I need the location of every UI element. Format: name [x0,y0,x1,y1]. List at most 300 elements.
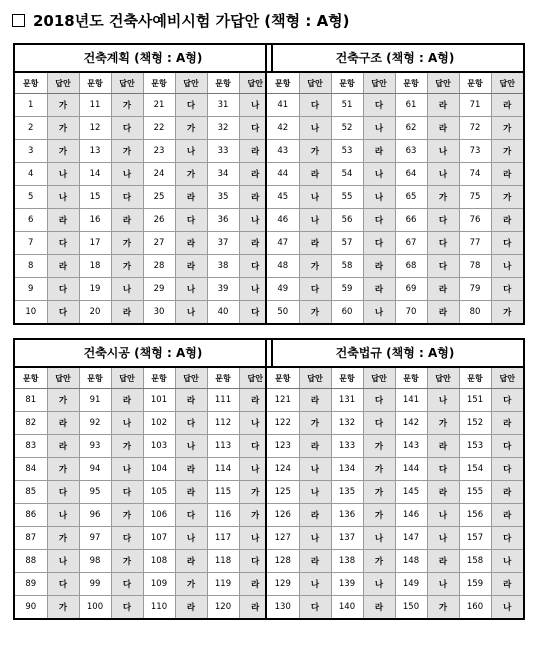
answer-cell: 라 [239,140,271,163]
question-number-cell: 47 [267,232,299,255]
table-row [15,301,271,324]
answer-cell: 다 [363,94,395,117]
page-title [12,10,350,31]
answer-header: 답안 [427,368,459,389]
answer-cell: 가 [427,596,459,619]
answer-cell: 다 [427,458,459,481]
answer-header: 답안 [363,73,395,94]
answer-cell: 나 [427,389,459,412]
question-number-cell: 118 [207,550,239,573]
answer-cell: 나 [47,186,79,209]
question-number-cell: 122 [267,412,299,435]
question-number-cell: 121 [267,389,299,412]
answer-cell: 라 [175,596,207,619]
question-number-cell: 38 [207,255,239,278]
answer-cell: 가 [111,504,143,527]
answer-cell: 라 [427,278,459,301]
answer-cell: 가 [111,232,143,255]
answer-cell: 가 [363,458,395,481]
question-number-cell: 48 [267,255,299,278]
answer-header: 답안 [491,73,523,94]
question-header: 문항 [143,73,175,94]
answer-cell: 나 [239,412,271,435]
question-number-cell: 40 [207,301,239,324]
table-row [267,435,523,458]
answer-cell: 나 [47,550,79,573]
question-number-cell: 62 [395,117,427,140]
table-row [15,504,271,527]
question-number-cell: 160 [459,596,491,619]
answer-cell: 나 [299,481,331,504]
question-number-cell: 66 [395,209,427,232]
answer-cell: 나 [363,527,395,550]
question-number-cell: 143 [395,435,427,458]
answer-cell: 라 [111,209,143,232]
question-number-cell: 152 [459,412,491,435]
answer-cell: 다 [239,117,271,140]
question-number-cell: 86 [15,504,47,527]
question-number-cell: 14 [79,163,111,186]
answer-header: 답안 [175,73,207,94]
question-number-cell: 20 [79,301,111,324]
question-number-cell: 28 [143,255,175,278]
question-header: 문항 [331,73,363,94]
question-number-cell: 103 [143,435,175,458]
question-number-cell: 117 [207,527,239,550]
question-number-cell: 41 [267,94,299,117]
answer-cell: 가 [47,389,79,412]
question-number-cell: 29 [143,278,175,301]
answer-cell: 가 [363,481,395,504]
answer-cell: 라 [363,278,395,301]
answer-header: 답안 [111,368,143,389]
question-number-cell: 95 [79,481,111,504]
table-row [267,389,523,412]
question-number-cell: 58 [331,255,363,278]
question-number-cell: 150 [395,596,427,619]
question-number-cell: 97 [79,527,111,550]
table-row [267,550,523,573]
table-row [15,209,271,232]
answer-cell: 다 [427,232,459,255]
question-number-cell: 49 [267,278,299,301]
table-row [267,301,523,324]
question-number-cell: 2 [15,117,47,140]
question-number-cell: 114 [207,458,239,481]
question-number-cell: 94 [79,458,111,481]
table-row [15,550,271,573]
question-number-cell: 156 [459,504,491,527]
question-number-cell: 155 [459,481,491,504]
answer-cell: 다 [363,389,395,412]
answer-cell: 가 [363,504,395,527]
question-number-cell: 120 [207,596,239,619]
table-row [267,186,523,209]
answer-cell: 다 [491,527,523,550]
answer-cell: 나 [491,255,523,278]
question-number-cell: 89 [15,573,47,596]
answer-cell: 라 [299,550,331,573]
table-row [267,412,523,435]
answer-cell: 가 [299,301,331,324]
answer-header: 답안 [239,73,271,94]
table-row [15,186,271,209]
answer-cell: 가 [111,435,143,458]
answer-cell: 라 [239,232,271,255]
question-number-cell: 44 [267,163,299,186]
question-number-cell: 138 [331,550,363,573]
answer-cell: 라 [175,481,207,504]
answer-cell: 라 [427,481,459,504]
answer-cell: 다 [175,504,207,527]
answer-cell: 다 [111,527,143,550]
answer-cell: 라 [491,94,523,117]
answer-table [15,73,271,323]
answer-cell: 다 [239,550,271,573]
answer-cell: 나 [175,527,207,550]
answer-cell: 라 [299,504,331,527]
answer-table [267,368,523,618]
question-number-cell: 26 [143,209,175,232]
table-row [15,389,271,412]
question-number-cell: 63 [395,140,427,163]
table-row [267,481,523,504]
table-row [267,458,523,481]
question-number-cell: 100 [79,596,111,619]
answer-cell: 라 [111,389,143,412]
table-header-row [267,368,523,389]
question-number-cell: 24 [143,163,175,186]
question-number-cell: 88 [15,550,47,573]
answer-cell: 라 [175,255,207,278]
table-row [15,278,271,301]
table-row [267,278,523,301]
question-number-cell: 112 [207,412,239,435]
question-number-cell: 153 [459,435,491,458]
answer-cell: 다 [175,209,207,232]
answer-cell: 라 [175,550,207,573]
question-number-cell: 106 [143,504,175,527]
answer-cell: 라 [363,596,395,619]
question-number-cell: 92 [79,412,111,435]
answer-cell: 라 [299,435,331,458]
question-number-cell: 127 [267,527,299,550]
question-number-cell: 74 [459,163,491,186]
question-number-cell: 57 [331,232,363,255]
section-construction [13,338,273,620]
answer-cell: 나 [239,209,271,232]
answer-cell: 라 [47,255,79,278]
answer-cell: 나 [111,163,143,186]
answer-cell: 가 [363,435,395,458]
answer-cell: 다 [427,255,459,278]
question-number-cell: 11 [79,94,111,117]
question-number-cell: 135 [331,481,363,504]
answer-cell: 나 [363,573,395,596]
question-number-cell: 111 [207,389,239,412]
question-number-cell: 119 [207,573,239,596]
question-number-cell: 147 [395,527,427,550]
question-number-cell: 67 [395,232,427,255]
answer-cell: 나 [239,94,271,117]
answer-cell: 라 [363,140,395,163]
question-number-cell: 113 [207,435,239,458]
answer-cell: 나 [299,117,331,140]
answer-cell: 다 [111,573,143,596]
answer-cell: 다 [491,458,523,481]
question-number-cell: 76 [459,209,491,232]
question-header: 문항 [79,368,111,389]
question-header: 문항 [15,368,47,389]
answer-cell: 가 [427,186,459,209]
question-number-cell: 60 [331,301,363,324]
answer-cell: 가 [111,140,143,163]
question-number-cell: 77 [459,232,491,255]
section-title: 건축계획 (책형 : A형) [15,45,271,73]
question-number-cell: 22 [143,117,175,140]
answer-header: 답안 [239,368,271,389]
answer-cell: 가 [47,527,79,550]
question-number-cell: 30 [143,301,175,324]
answer-cell: 다 [239,435,271,458]
question-number-cell: 128 [267,550,299,573]
answer-cell: 다 [47,301,79,324]
question-number-cell: 43 [267,140,299,163]
question-header: 문항 [143,368,175,389]
table-row [267,232,523,255]
answer-cell: 나 [427,504,459,527]
table-header-row [15,368,271,389]
question-number-cell: 154 [459,458,491,481]
answer-cell: 라 [239,186,271,209]
question-number-cell: 78 [459,255,491,278]
table-row [267,117,523,140]
question-number-cell: 144 [395,458,427,481]
question-number-cell: 46 [267,209,299,232]
answer-cell: 라 [427,117,459,140]
answer-cell: 라 [47,435,79,458]
answer-cell: 라 [175,186,207,209]
answer-cell: 가 [491,117,523,140]
answer-cell: 가 [175,163,207,186]
answer-cell: 나 [175,301,207,324]
answer-cell: 나 [427,573,459,596]
table-row [15,458,271,481]
question-header: 문항 [459,73,491,94]
section-title: 건축법규 (책형 : A형) [267,340,523,368]
answer-cell: 나 [239,527,271,550]
question-number-cell: 79 [459,278,491,301]
section-title: 건축시공 (책형 : A형) [15,340,271,368]
question-number-cell: 1 [15,94,47,117]
section-title: 건축구조 (책형 : A형) [267,45,523,73]
answer-cell: 나 [427,140,459,163]
answer-cell: 나 [363,163,395,186]
table-row [267,527,523,550]
question-number-cell: 9 [15,278,47,301]
question-number-cell: 39 [207,278,239,301]
question-number-cell: 141 [395,389,427,412]
answer-cell: 나 [427,527,459,550]
table-header-row [15,73,271,94]
question-number-cell: 126 [267,504,299,527]
question-number-cell: 81 [15,389,47,412]
answer-cell: 나 [363,186,395,209]
question-number-cell: 4 [15,163,47,186]
question-header: 문항 [459,368,491,389]
question-number-cell: 8 [15,255,47,278]
answer-cell: 다 [111,117,143,140]
answer-cell: 나 [111,458,143,481]
question-number-cell: 25 [143,186,175,209]
question-number-cell: 137 [331,527,363,550]
section-building-regulations [265,338,525,620]
answer-header: 답안 [491,368,523,389]
question-number-cell: 72 [459,117,491,140]
question-number-cell: 31 [207,94,239,117]
question-number-cell: 140 [331,596,363,619]
question-number-cell: 68 [395,255,427,278]
question-number-cell: 99 [79,573,111,596]
answer-cell: 다 [47,573,79,596]
question-number-cell: 64 [395,163,427,186]
question-number-cell: 54 [331,163,363,186]
answer-cell: 나 [427,163,459,186]
answer-cell: 라 [491,573,523,596]
question-number-cell: 157 [459,527,491,550]
answer-cell: 가 [299,140,331,163]
question-number-cell: 148 [395,550,427,573]
question-number-cell: 6 [15,209,47,232]
answer-cell: 다 [363,412,395,435]
question-number-cell: 130 [267,596,299,619]
page-title-text: 2018년도 건축사예비시험 가답안 (책형 : A형) [33,12,350,30]
answer-cell: 다 [175,94,207,117]
question-number-cell: 15 [79,186,111,209]
question-number-cell: 82 [15,412,47,435]
question-number-cell: 37 [207,232,239,255]
answer-cell: 다 [299,94,331,117]
table-row [15,140,271,163]
answer-cell: 다 [47,481,79,504]
answer-cell: 가 [47,117,79,140]
answer-cell: 가 [299,412,331,435]
answer-cell: 라 [299,163,331,186]
answer-header: 답안 [427,73,459,94]
answer-cell: 라 [47,209,79,232]
table-row [15,232,271,255]
question-number-cell: 56 [331,209,363,232]
answer-cell: 라 [175,458,207,481]
answer-cell: 라 [363,255,395,278]
answer-cell: 나 [111,278,143,301]
question-header: 문항 [267,73,299,94]
question-number-cell: 42 [267,117,299,140]
answer-cell: 가 [239,481,271,504]
question-number-cell: 36 [207,209,239,232]
question-number-cell: 132 [331,412,363,435]
answer-cell: 다 [427,209,459,232]
question-number-cell: 101 [143,389,175,412]
answer-cell: 나 [363,301,395,324]
answer-cell: 나 [111,412,143,435]
answer-cell: 가 [363,550,395,573]
question-number-cell: 33 [207,140,239,163]
question-number-cell: 105 [143,481,175,504]
question-number-cell: 35 [207,186,239,209]
answer-cell: 가 [47,458,79,481]
question-number-cell: 96 [79,504,111,527]
answer-cell: 다 [111,481,143,504]
answer-header: 답안 [363,368,395,389]
question-number-cell: 90 [15,596,47,619]
question-number-cell: 59 [331,278,363,301]
question-number-cell: 93 [79,435,111,458]
answer-cell: 나 [175,435,207,458]
question-number-cell: 159 [459,573,491,596]
answer-cell: 다 [111,186,143,209]
question-header: 문항 [207,368,239,389]
answer-cell: 다 [239,301,271,324]
answer-cell: 라 [239,389,271,412]
question-number-cell: 123 [267,435,299,458]
question-number-cell: 34 [207,163,239,186]
table-row [15,412,271,435]
table-row [15,117,271,140]
question-number-cell: 32 [207,117,239,140]
question-number-cell: 149 [395,573,427,596]
answer-cell: 라 [427,435,459,458]
question-number-cell: 10 [15,301,47,324]
question-header: 문항 [267,368,299,389]
answer-cell: 가 [47,596,79,619]
question-number-cell: 69 [395,278,427,301]
question-number-cell: 55 [331,186,363,209]
answer-cell: 가 [239,504,271,527]
question-number-cell: 91 [79,389,111,412]
table-row [15,163,271,186]
answer-cell: 다 [299,278,331,301]
question-header: 문항 [395,368,427,389]
question-number-cell: 133 [331,435,363,458]
question-number-cell: 107 [143,527,175,550]
question-number-cell: 134 [331,458,363,481]
table-row [267,209,523,232]
question-number-cell: 52 [331,117,363,140]
answer-cell: 라 [491,481,523,504]
answer-cell: 나 [299,186,331,209]
question-header: 문항 [331,368,363,389]
answer-cell: 나 [299,458,331,481]
question-number-cell: 80 [459,301,491,324]
question-number-cell: 65 [395,186,427,209]
answer-cell: 다 [239,255,271,278]
answer-cell: 나 [299,573,331,596]
question-header: 문항 [15,73,47,94]
question-number-cell: 13 [79,140,111,163]
answer-cell: 라 [175,389,207,412]
answer-cell: 라 [239,163,271,186]
answer-cell: 라 [491,412,523,435]
answer-header: 답안 [47,73,79,94]
question-header: 문항 [79,73,111,94]
question-number-cell: 129 [267,573,299,596]
answer-cell: 다 [47,232,79,255]
answer-cell: 가 [491,140,523,163]
answer-cell: 가 [427,412,459,435]
table-row [15,255,271,278]
answer-cell: 라 [111,301,143,324]
